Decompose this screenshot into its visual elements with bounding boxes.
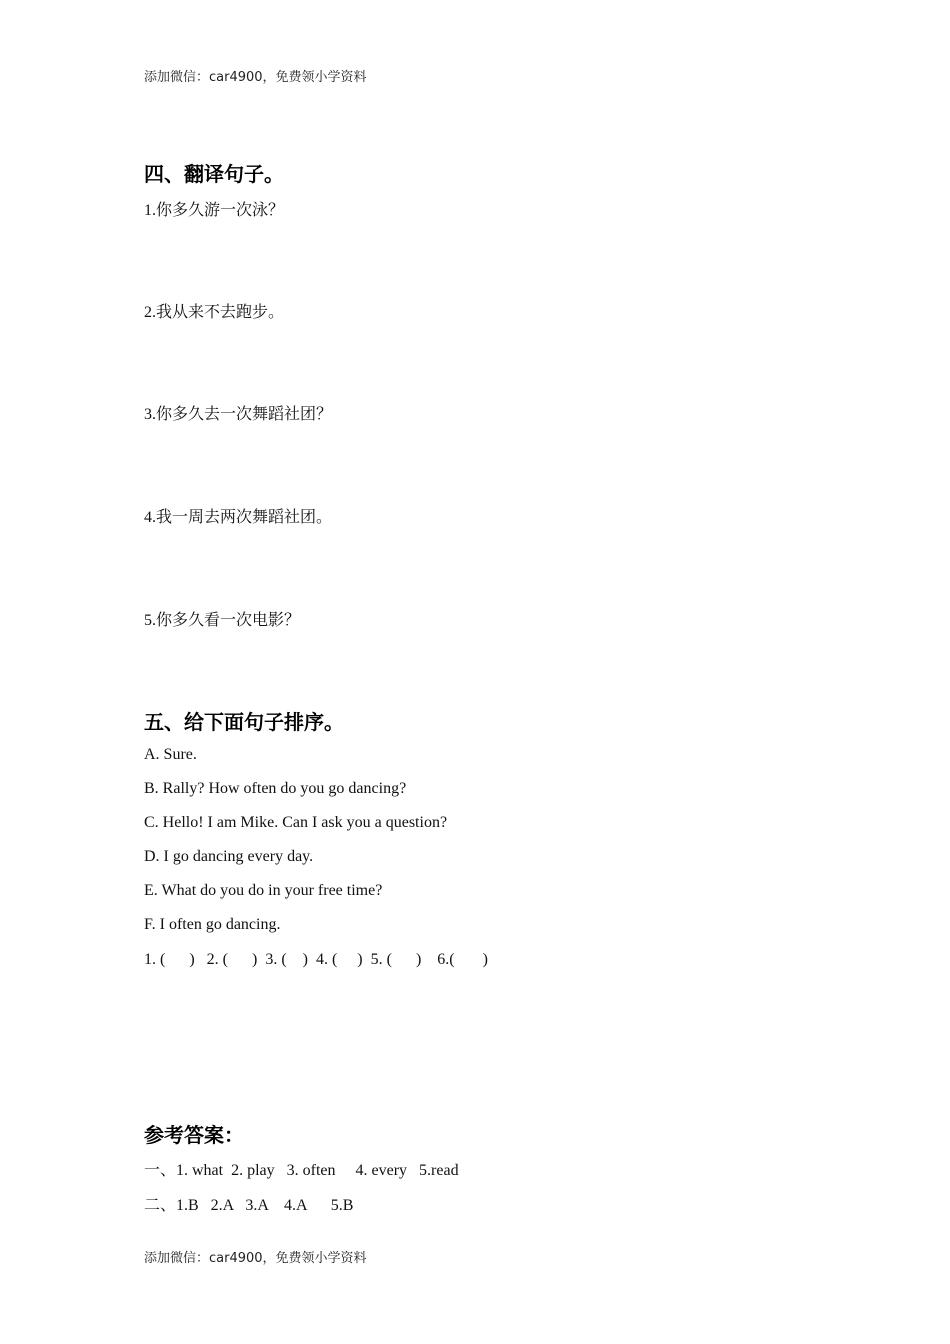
sentence-item: E. What do you do in your free time?: [144, 882, 383, 899]
sentence-item: F. I often go dancing.: [144, 916, 281, 933]
answer-line: 一、1. what 2. play 3. often 4. every 5.read: [144, 1162, 459, 1179]
question-item: 2.我从来不去跑步。: [144, 304, 285, 321]
section-title: 四、翻译句子。: [144, 162, 284, 186]
section-title: 五、给下面句子排序。: [144, 710, 344, 734]
page-footer: 添加微信：car4900，免费领小学资料: [144, 1251, 367, 1266]
question-item: 4.我一周去两次舞蹈社团。: [144, 509, 333, 526]
question-item: 3.你多久去一次舞蹈社团？: [144, 406, 333, 423]
sentence-item: C. Hello! I am Mike. Can I ask you a question?: [144, 814, 448, 831]
sentence-item: B. Rally? How often do you go dancing?: [144, 780, 407, 797]
section-title: 参考答案：: [144, 1123, 244, 1147]
sentence-item: A. Sure.: [144, 746, 197, 763]
question-item: 1.你多久游一次泳？: [144, 202, 285, 219]
page-header: 添加微信：car4900，免费领小学资料: [144, 70, 367, 85]
sentence-item: D. I go dancing every day.: [144, 848, 314, 865]
answer-line: 二、1.B 2.A 3.A 4.A 5.B: [144, 1197, 354, 1214]
question-item: 5.你多久看一次电影？: [144, 612, 301, 629]
order-blanks: 1. ( ) 2. ( ) 3. ( ) 4. ( ) 5. ( ) 6.( ): [144, 951, 488, 968]
